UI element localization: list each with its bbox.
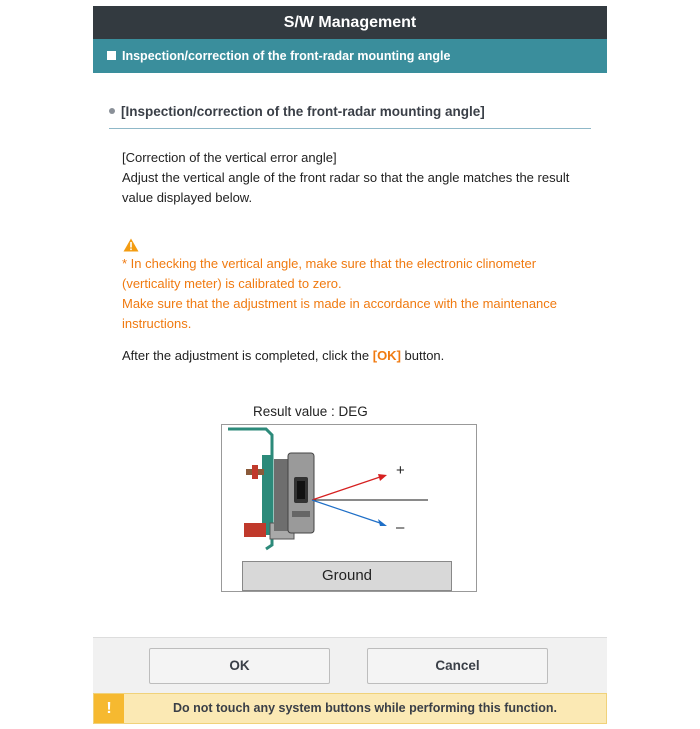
ok-reference: [OK]	[372, 348, 401, 363]
plus-label: +	[396, 462, 405, 479]
subheader-bar	[93, 39, 607, 73]
ok-button[interactable]: OK	[149, 648, 330, 684]
instructions	[122, 148, 582, 208]
warning-line-1: * In checking the vertical angle, make sure that the electronic clinometer (verticality meter) is calibrated to zero.	[122, 256, 537, 291]
exclamation-icon: !	[94, 694, 124, 723]
window-title: S/W Management	[93, 6, 607, 39]
radar-diagram	[222, 425, 476, 557]
notice-bar	[93, 693, 607, 724]
section-title: [Inspection/correction of the front-radar mounting angle]	[121, 104, 485, 119]
result-value-label: Result value : DEG	[253, 404, 368, 419]
bullet-dot-icon	[109, 108, 115, 114]
radar-angle-figure	[221, 424, 477, 592]
minus-label: –	[396, 519, 405, 536]
after-prefix: After the adjustment is completed, click the	[122, 348, 373, 363]
notice-text: Do not touch any system buttons while performing this function.	[172, 701, 558, 715]
instruction-line-1: [Correction of the vertical error angle]	[122, 150, 337, 165]
button-bar	[93, 637, 607, 694]
warning-line-2: Make sure that the adjustment is made in accordance with the maintenance instructions.	[122, 296, 558, 331]
after-suffix: button.	[400, 348, 445, 363]
square-bullet-icon	[107, 51, 116, 60]
sw-management-dialog	[93, 6, 607, 724]
cancel-button[interactable]: Cancel	[367, 648, 548, 684]
instruction-line-2: Adjust the vertical angle of the front radar so that the angle matches the result value displayed below.	[122, 170, 570, 205]
warning-triangle-icon	[123, 238, 139, 252]
ground-label: Ground	[242, 561, 452, 591]
warning-message	[122, 254, 597, 334]
subheader-title: Inspection/correction of the front-radar mounting angle	[122, 49, 451, 63]
section-heading	[109, 104, 591, 129]
after-adjustment-text	[122, 348, 444, 363]
